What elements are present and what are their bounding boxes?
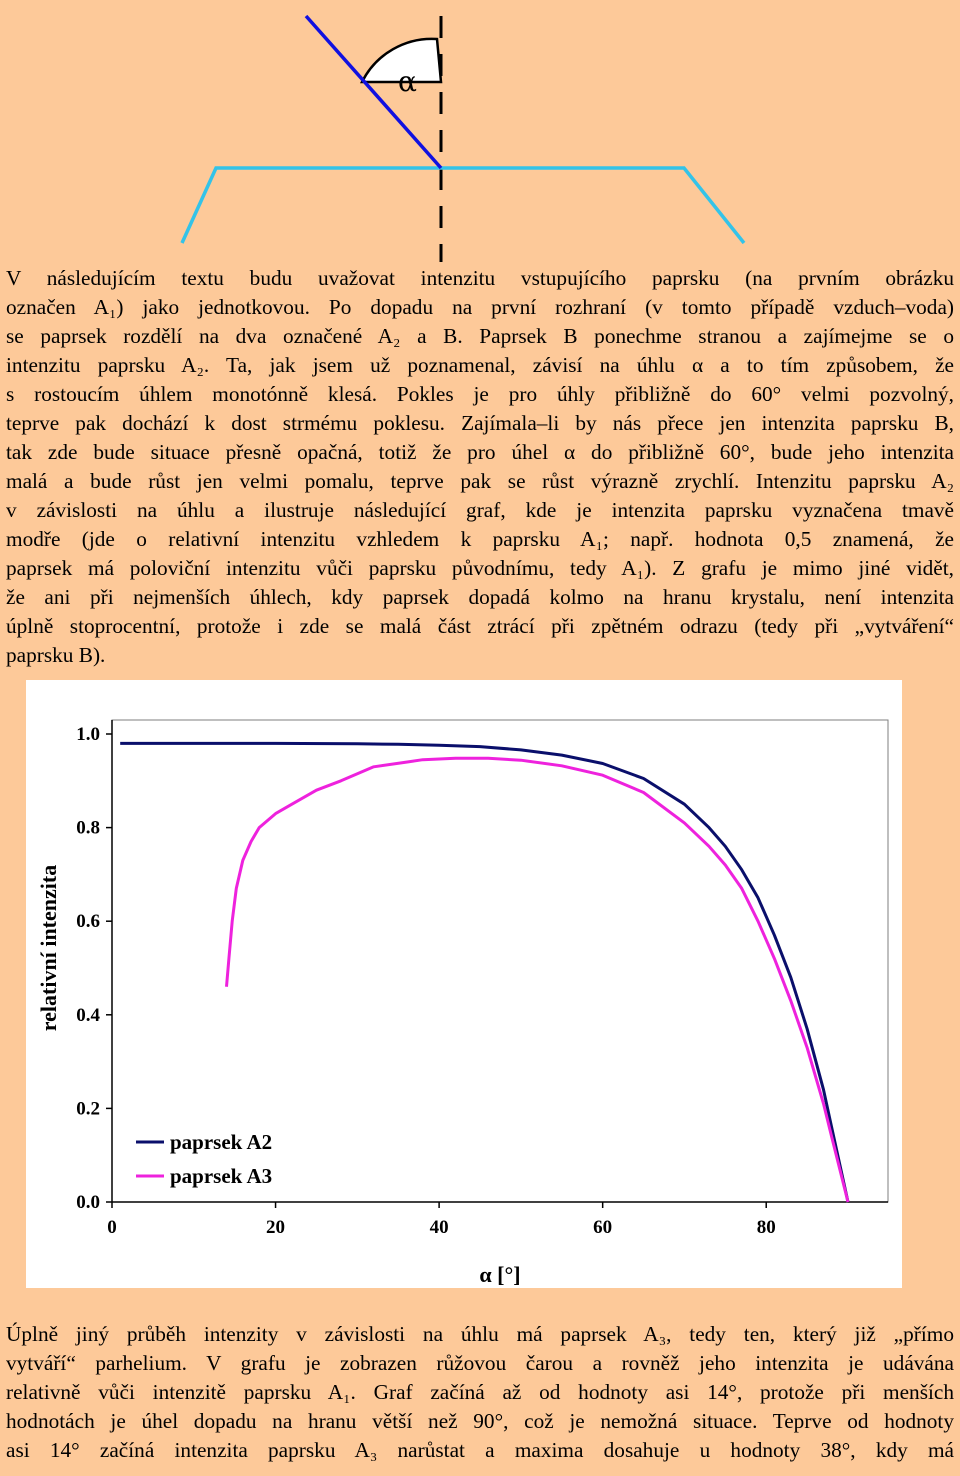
y-tick-label: 0.0 — [76, 1192, 100, 1213]
paragraph-intro-line: tak zde bude situace přesně opačná, totiž že pro úhel α do přibližně 60°, bude jeho intenzita — [6, 440, 954, 464]
refraction-diagram — [0, 0, 960, 262]
x-tick-label: 20 — [266, 1217, 286, 1238]
x-tick-label: 40 — [429, 1217, 449, 1238]
intensity-chart — [26, 680, 902, 1288]
y-tick-label: 0.6 — [76, 911, 100, 933]
paragraph-intro-line: úplně stoprocentní, protože i zde se malá část ztrácí při zpětném odrazu (tedy při „vytváření“ — [6, 614, 954, 638]
chart-svg — [26, 680, 902, 1288]
x-tick-label: 0 — [107, 1217, 117, 1238]
paragraph-intro-line: v závislosti na úhlu a ilustruje následující graf, kde je intenzita paprsku vyznačena tmavě — [6, 498, 954, 522]
paragraph-a3-line: hodnotách je úhel dopadu na hranu větší než 90°, což je nemožná situace. Teprve od hodnoty — [6, 1409, 954, 1433]
crystal-edge — [182, 168, 744, 243]
legend-label-a2: paprsek A2 — [170, 1130, 273, 1154]
y-tick-label: 0.4 — [76, 1004, 100, 1026]
x-tick-label: 60 — [593, 1217, 613, 1238]
paragraph-a3-line: relativně vůči intenzitě paprsku A₁. Graf začíná až od hodnoty asi 14°, protože při menších — [6, 1380, 954, 1404]
paragraph-intro-line: se paprsek rozdělí na dva označené A₂ a B. Paprsek B ponechme stranou a zajímejme se o — [6, 324, 954, 348]
paragraph-a3-line: Úplně jiný průběh intenzity v závislosti na úhlu má paprsek A₃, tedy ten, který již „přímo — [6, 1322, 954, 1346]
y-tick-label: 0.8 — [76, 817, 100, 839]
legend-label-a3: paprsek A3 — [170, 1164, 273, 1188]
paragraph-intro-line: paprsku B). — [6, 643, 106, 667]
paragraph-intro — [6, 264, 954, 670]
series-line-a3 — [227, 758, 849, 1202]
paragraph-intro-line: že ani při nejmenších úhlech, kdy paprsek dopadá kolmo na hranu krystalu, není intenzita — [6, 585, 954, 609]
y-tick-label: 0.2 — [76, 1098, 100, 1120]
paragraph-intro-line: intenzitu paprsku A₂. Ta, jak jsem už poznamenal, závisí na úhlu α a to tím způsobem, že — [6, 353, 954, 377]
paragraph-intro-line: označen A₁) jako jednotkovou. Po dopadu na první rozhraní (v tomto případě vzduch–voda) — [6, 295, 954, 319]
x-tick-label: 80 — [756, 1217, 776, 1238]
paragraph-a3 — [6, 1320, 954, 1465]
paragraph-a3-line: asi 14° začíná intenzita paprsku A₃ narůstat a maxima dosahuje u hodnoty 38°, kdy má — [6, 1438, 954, 1462]
paragraph-intro-line: teprve pak dochází k dost strmému poklesu. Zajímala–li by nás přece jen intenzita paprsku B, — [6, 411, 954, 435]
y-axis-label: relativní intenzita — [36, 864, 61, 1032]
x-axis-label: α [°] — [479, 1262, 521, 1287]
y-tick-label: 1.0 — [76, 724, 100, 745]
paragraph-intro-line: s rostoucím úhlem monotónně klesá. Pokles je pro úhly přibližně do 60° velmi pozvolný, — [6, 382, 954, 406]
paragraph-intro-line: V následujícím textu budu uvažovat intenzitu vstupujícího paprsku (na prvním obrázku — [6, 266, 954, 290]
paragraph-intro-line: modře (jde o relativní intenzitu vzhledem k paprsku A₁; např. hodnota 0,5 znamená, že — [6, 527, 954, 551]
paragraph-intro-line: malá a bude růst jen velmi pomalu, teprve pak se růst výrazně zrychlí. Intenzitu paprsku A₂ — [6, 469, 954, 493]
paragraph-intro-line: paprsek má poloviční intenzitu vůči paprsku původnímu, tedy A₁). Z grafu je mimo jiné vidět, — [6, 556, 954, 580]
paragraph-a3-line: vytváří“ parhelium. V grafu je zobrazen růžovou čarou a rovněž jeho intenzita je udávána — [6, 1351, 954, 1375]
angle-alpha-label: α — [398, 65, 417, 98]
